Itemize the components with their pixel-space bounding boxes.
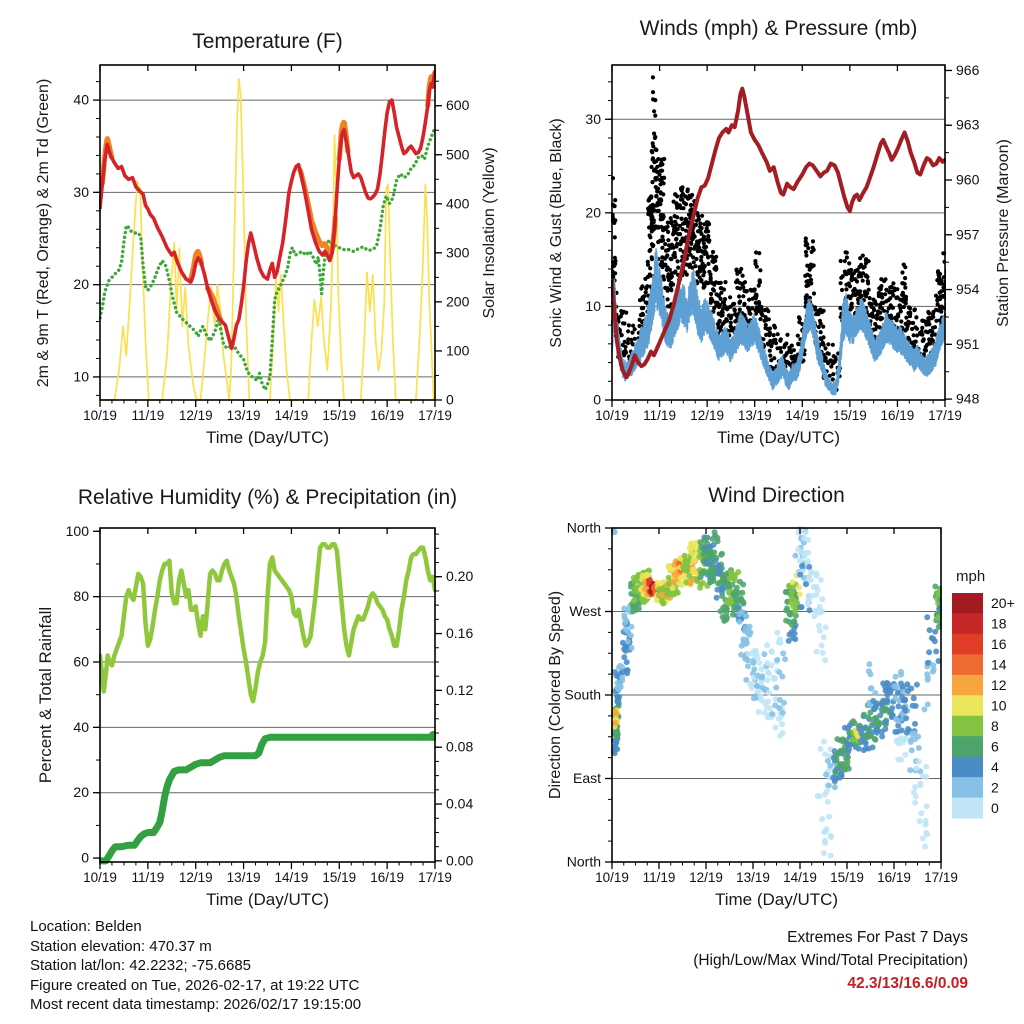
- svg-text:15/19: 15/19: [832, 408, 867, 423]
- svg-text:10/19: 10/19: [595, 408, 629, 423]
- svg-text:12/19: 12/19: [178, 408, 213, 423]
- humidity-ylabel-left: Percent & Total Rainfall: [36, 606, 55, 784]
- svg-text:966: 966: [956, 61, 980, 78]
- footer-location: Location: Belden: [30, 918, 142, 935]
- svg-text:13/19: 13/19: [226, 408, 261, 423]
- svg-text:13/19: 13/19: [736, 870, 770, 885]
- svg-text:17/19: 17/19: [924, 870, 958, 885]
- svg-text:13/19: 13/19: [737, 408, 772, 423]
- svg-text:17/19: 17/19: [928, 408, 962, 423]
- svg-text:8: 8: [991, 717, 999, 734]
- svg-text:15/19: 15/19: [830, 870, 864, 885]
- svg-text:30: 30: [73, 183, 89, 200]
- speed-colorbar: [952, 593, 1015, 819]
- svg-text:0.12: 0.12: [446, 681, 474, 698]
- svg-text:14: 14: [991, 656, 1007, 673]
- svg-text:18: 18: [991, 615, 1007, 632]
- temperature-xlabel: Time (Day/UTC): [205, 428, 330, 447]
- svg-text:0: 0: [81, 849, 89, 866]
- extremes-title: Extremes For Past 7 Days: [787, 929, 968, 946]
- svg-text:40: 40: [73, 718, 89, 735]
- svg-text:400: 400: [446, 195, 470, 212]
- svg-text:300: 300: [446, 244, 470, 261]
- footer-latlon: Station lat/lon: 42.2232; -75.6685: [30, 957, 252, 974]
- svg-text:80: 80: [73, 588, 89, 605]
- humidity-xlabel: Time (Day/UTC): [205, 890, 330, 909]
- svg-text:0.20: 0.20: [446, 568, 474, 585]
- svg-text:0.04: 0.04: [446, 795, 474, 812]
- footer-timestamp: Most recent data timestamp: 2026/02/17 19:15:00: [30, 996, 362, 1013]
- footer-created: Figure created on Tue, 2026-02-17, at 19:22 UTC: [30, 976, 360, 994]
- svg-text:13/19: 13/19: [226, 870, 261, 885]
- svg-text:15/19: 15/19: [322, 870, 357, 885]
- svg-text:12/19: 12/19: [178, 870, 213, 885]
- svg-text:10: 10: [73, 368, 89, 385]
- svg-text:16/19: 16/19: [877, 870, 911, 885]
- temperature-series: [0, 0, 435, 400]
- svg-text:12/19: 12/19: [689, 870, 723, 885]
- svg-text:West: West: [569, 603, 601, 619]
- temperature-ylabel-left: 2m & 9m T (Red, Orange) & 2m Td (Green): [35, 78, 52, 388]
- svg-text:14/19: 14/19: [785, 408, 820, 423]
- svg-text:948: 948: [956, 390, 980, 407]
- svg-text:960: 960: [956, 171, 980, 188]
- svg-text:16/19: 16/19: [880, 408, 915, 423]
- temperature-ylabel-right: Solar Insolation (Yellow): [481, 147, 498, 319]
- svg-text:60: 60: [73, 653, 89, 670]
- footer-info: [30, 917, 361, 1015]
- svg-text:17/19: 17/19: [418, 870, 452, 885]
- wind-direction-dots: [610, 526, 946, 859]
- svg-text:11/19: 11/19: [131, 408, 165, 423]
- svg-text:South: South: [564, 686, 601, 703]
- winds-series: [610, 75, 949, 395]
- svg-text:10: 10: [585, 297, 601, 314]
- svg-text:100: 100: [446, 342, 470, 359]
- winds-ylabel-left: Sonic Wind & Gust (Blue, Black): [548, 118, 565, 348]
- extremes-values: 42.3/13/16.6/0.09: [847, 975, 968, 992]
- temperature-title: Temperature (F): [192, 30, 343, 53]
- svg-text:6: 6: [991, 738, 999, 755]
- svg-text:11/19: 11/19: [642, 870, 676, 885]
- svg-text:4: 4: [991, 758, 999, 775]
- wind-direction-ylabel-left: Direction (Colored By Speed): [547, 590, 564, 800]
- svg-text:0: 0: [446, 391, 454, 408]
- extremes-block: [693, 926, 968, 995]
- svg-text:20: 20: [73, 784, 89, 801]
- svg-text:North: North: [566, 853, 601, 870]
- svg-text:0.00: 0.00: [446, 852, 474, 869]
- svg-text:15/19: 15/19: [322, 408, 357, 423]
- svg-text:0: 0: [991, 799, 999, 816]
- svg-text:20: 20: [585, 204, 601, 221]
- svg-text:14/19: 14/19: [783, 870, 817, 885]
- colorbar-mph-label: mph: [956, 568, 986, 585]
- svg-text:17/19: 17/19: [418, 408, 452, 423]
- svg-text:11/19: 11/19: [131, 870, 165, 885]
- svg-text:600: 600: [446, 97, 470, 114]
- svg-text:11/19: 11/19: [643, 408, 676, 423]
- winds-xlabel: Time (Day/UTC): [716, 428, 841, 447]
- wind-direction-title: Wind Direction: [708, 484, 845, 507]
- svg-text:North: North: [566, 519, 601, 536]
- svg-text:14/19: 14/19: [274, 408, 309, 423]
- svg-text:40: 40: [73, 91, 89, 108]
- svg-text:954: 954: [956, 281, 980, 298]
- svg-text:2: 2: [991, 779, 999, 796]
- svg-text:200: 200: [446, 293, 470, 310]
- humidity-title: Relative Humidity (%) & Precipitation (in): [77, 486, 458, 509]
- svg-text:963: 963: [956, 116, 980, 133]
- svg-text:16/19: 16/19: [370, 870, 405, 885]
- svg-text:0: 0: [593, 391, 601, 408]
- svg-text:10/19: 10/19: [595, 870, 629, 885]
- winds-ylabel-right: Station Pressure (Maroon): [995, 139, 1012, 327]
- svg-text:500: 500: [446, 146, 470, 163]
- svg-text:20: 20: [73, 276, 89, 293]
- svg-text:14/19: 14/19: [274, 870, 309, 885]
- svg-text:10/19: 10/19: [83, 408, 117, 423]
- svg-text:10: 10: [991, 697, 1007, 714]
- extremes-subtitle: (High/Low/Max Wind/Total Precipitation): [693, 952, 968, 969]
- svg-text:20+: 20+: [991, 595, 1015, 612]
- svg-text:0.16: 0.16: [446, 625, 474, 642]
- humidity-series: [100, 544, 439, 861]
- svg-text:12/19: 12/19: [690, 408, 725, 423]
- svg-text:0.08: 0.08: [446, 738, 474, 755]
- svg-text:12: 12: [991, 677, 1007, 694]
- svg-text:957: 957: [956, 226, 980, 243]
- wind-direction-xlabel: Time (Day/UTC): [714, 890, 839, 909]
- svg-text:16: 16: [991, 636, 1007, 653]
- footer-elevation: Station elevation: 470.37 m: [30, 937, 212, 955]
- winds-title: Winds (mph) & Pressure (mb): [639, 17, 918, 40]
- svg-text:10/19: 10/19: [83, 870, 117, 885]
- svg-text:30: 30: [585, 110, 601, 127]
- svg-text:East: East: [572, 770, 601, 786]
- svg-text:951: 951: [956, 335, 980, 352]
- svg-text:16/19: 16/19: [370, 408, 405, 423]
- svg-text:100: 100: [65, 522, 89, 539]
